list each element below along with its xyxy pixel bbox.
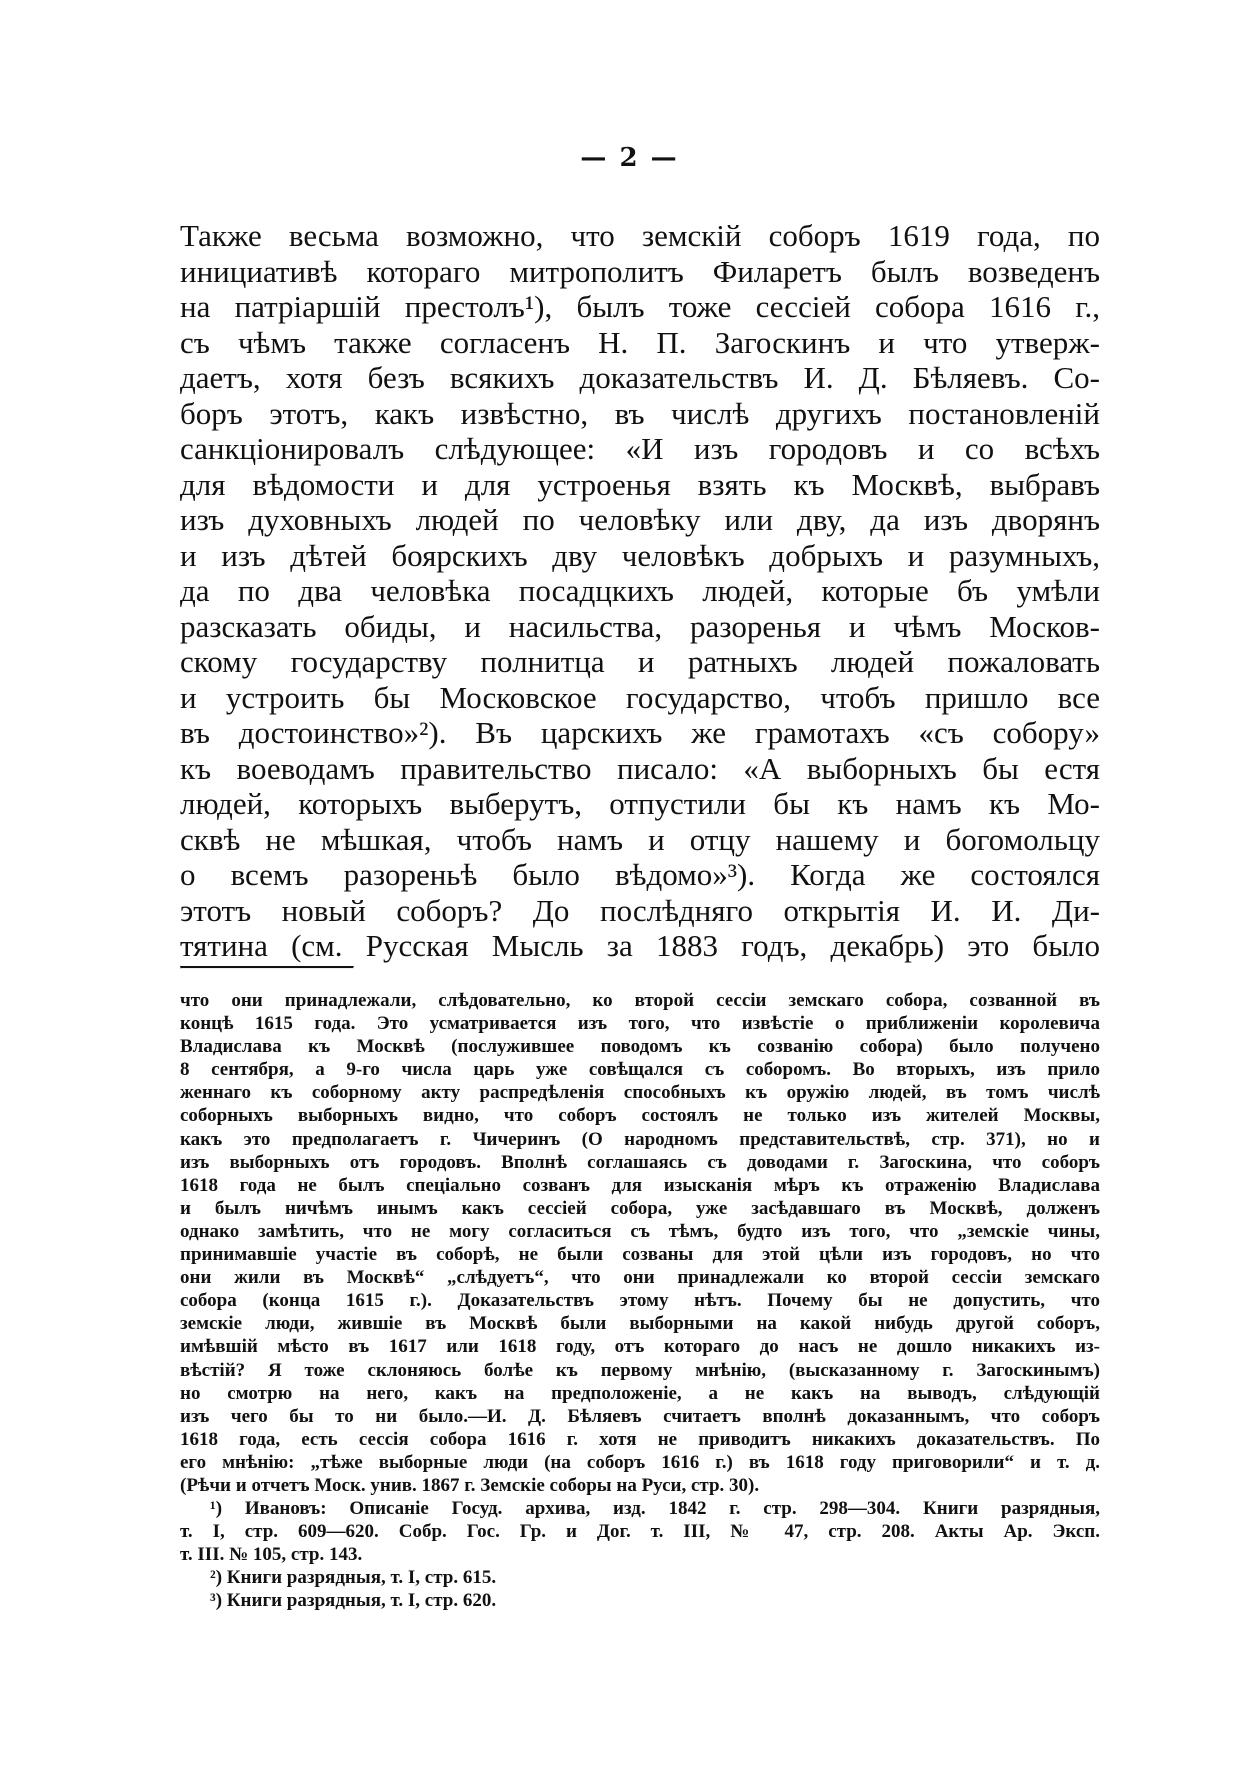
footnote-line: но смотрю на него, какъ на предположеніе, а не какъ на выводъ, слѣдующій <box>180 1382 1100 1404</box>
footnote-line: 1618 года, есть сессія собора 1616 г. хотя не приводитъ никакихъ доказательствъ. По <box>180 1428 1100 1450</box>
footnote-line: концѣ 1615 года. Это усматривается изъ того, что извѣстіе о приближеніи королевича <box>180 1013 1100 1035</box>
text-line: о всемъ разореньѣ было вѣдомо»³). Когда же состоялся <box>180 857 1100 892</box>
footnote-line: изъ чего бы то ни было.—И. Д. Бѣляевъ считаетъ вполнѣ доказаннымъ, что соборъ <box>180 1405 1100 1427</box>
text-line: да по два человѣка посадцкихъ людей, которые бъ умѣли <box>180 573 1100 608</box>
footnote-line: соборныхъ выборныхъ видно, что соборъ состоялъ не только изъ жителей Москвы, <box>180 1105 1100 1127</box>
main-text-block <box>180 218 1100 964</box>
text-line: въ достоинство»²). Въ царскихъ же грамотахъ «съ собору» <box>180 715 1100 750</box>
footnote-separator <box>180 966 354 969</box>
footnote-line: какъ это предполагаетъ г. Чичеринъ (О народномъ представительствѣ, стр. 371), но и <box>180 1128 1100 1150</box>
footnote-2: ²) Книги разрядныя, т. I, стр. 615. <box>210 1567 497 1589</box>
text-line: съ чѣмъ также согласенъ Н. П. Загоскинъ и что утверж- <box>180 324 1100 360</box>
footnote-line: земскіе люди, жившіе въ Москвѣ были выборными на какой нибудь другой соборъ, <box>180 1313 1100 1335</box>
page-number: — 2 — <box>580 143 679 173</box>
text-line: этотъ новый соборъ? До послѣдняго открытія И. И. Ди- <box>180 892 1100 928</box>
footnote-line: 1618 года не былъ спеціально созванъ для изысканія мѣръ къ отраженію Владислава <box>180 1174 1100 1196</box>
text-line: изъ духовныхъ людей по человѣку или дву, да изъ дворянъ <box>180 502 1100 537</box>
text-line: Также весьма возможно, что земскій соборъ 1619 года, по <box>180 218 1100 253</box>
footnote-line: его мнѣнію: „тѣже выборные люди (на соборъ 1616 г.) въ 1618 году приговорили“ и т. д. <box>180 1451 1100 1473</box>
text-line: скому государству полнитца и ратныхъ людей пожаловать <box>180 644 1100 679</box>
footnote-1: ¹) Ивановъ: Описаніе Госуд. архива, изд. 1842 г. стр. 298—304. Книги разрядныя, <box>210 1498 1100 1520</box>
text-line: санкціонировалъ слѣдующее: «И изъ городовъ и со всѣхъ <box>180 431 1100 466</box>
footnote-line: принимавшіе участіе въ соборѣ, не были созваны для этой цѣли изъ городовъ, но что <box>180 1244 1100 1266</box>
text-line: тятина (см. Русская Мысль за 1883 годъ, декабрь) это было <box>180 928 1100 963</box>
footnote-line: Владислава къ Москвѣ (послужившее поводомъ къ созванію собора) было получено <box>180 1036 1100 1058</box>
text-line: боръ этотъ, какъ извѣстно, въ числѣ другихъ постановленій <box>180 395 1100 431</box>
footnote-line: собора (конца 1615 г.). Доказательствъ этому нѣтъ. Почему бы не допустить, что <box>180 1290 1100 1312</box>
text-line: сквѣ не мѣшкая, чтобъ намъ и отцу нашему и богомольцу <box>180 821 1100 857</box>
footnote-line: вѣстій? Я тоже склоняюсь болѣе къ первому мнѣнію, (высказанному г. Загоскинымъ) <box>180 1359 1100 1381</box>
text-line: разсказать обиды, и насильства, разоренья и чѣмъ Москов- <box>180 608 1100 644</box>
footnote-line: они жили въ Москвѣ“ „слѣдуетъ“, что они принадлежали ко второй сессіи земскаго <box>180 1267 1100 1289</box>
footnotes-block <box>180 989 1100 1613</box>
text-line: и изъ дѣтей боярскихъ дву человѣкъ добрыхъ и разумныхъ, <box>180 537 1100 573</box>
footnote-line: и былъ ничѣмъ инымъ какъ сессіей собора, уже засѣдавшаго въ Москвѣ, долженъ <box>180 1197 1100 1219</box>
footnote-line: изъ выборныхъ отъ городовъ. Вполнѣ соглашаясь съ доводами г. Загоскина, что соборъ <box>180 1151 1100 1173</box>
footnote-line: женнаго къ соборному акту распредѣленія способныхъ къ оружію людей, въ томъ числѣ <box>180 1082 1100 1104</box>
footnote-line: имѣвшій мѣсто въ 1617 или 1618 году, отъ котораго до насъ не дошло никакихъ из- <box>180 1336 1100 1358</box>
footnote-1-cont: т. III. № 105, стр. 143. <box>180 1544 363 1566</box>
footnote-line: 8 сентября, а 9-го числа царь уже совѣщался съ соборомъ. Во вторыхъ, изъ прило <box>180 1059 1100 1081</box>
text-line: инициативѣ котораго митрополитъ Филаретъ былъ возведенъ <box>180 253 1100 289</box>
text-line: людей, которыхъ выберутъ, отпустили бы къ намъ къ Мо- <box>180 786 1100 821</box>
footnote-3: ³) Книги разрядныя, т. I, стр. 620. <box>210 1590 497 1612</box>
footnote-line: (Рѣчи и отчетъ Моск. унив. 1867 г. Земскіе соборы на Руси, стр. 30). <box>180 1474 760 1496</box>
text-line: для вѣдомости и для устроенья взять къ Москвѣ, выбравъ <box>180 466 1100 502</box>
footnote-line: однако замѣтить, что не могу согласиться съ тѣмъ, будто изъ того, что „земскіе чины, <box>180 1220 1100 1242</box>
text-line: на патріаршій престолъ¹), былъ тоже сессіей собора 1616 г., <box>180 289 1100 324</box>
text-line: и устроить бы Московское государство, чтобъ пришло все <box>180 679 1100 715</box>
text-line: даетъ, хотя безъ всякихъ доказательствъ И. Д. Бѣляевъ. Со- <box>180 360 1100 395</box>
footnote-1-cont: т. I, стр. 609—620. Собр. Гос. Гр. и Дог. т. III, № 47, стр. 208. Акты Ар. Эксп. <box>180 1521 1100 1543</box>
footnote-line: что они принадлежали, слѣдовательно, ко второй сессіи земскаго собора, созванной въ <box>180 990 1100 1011</box>
text-line: къ воеводамъ правительство писало: «А выборныхъ бы естя <box>180 750 1100 786</box>
